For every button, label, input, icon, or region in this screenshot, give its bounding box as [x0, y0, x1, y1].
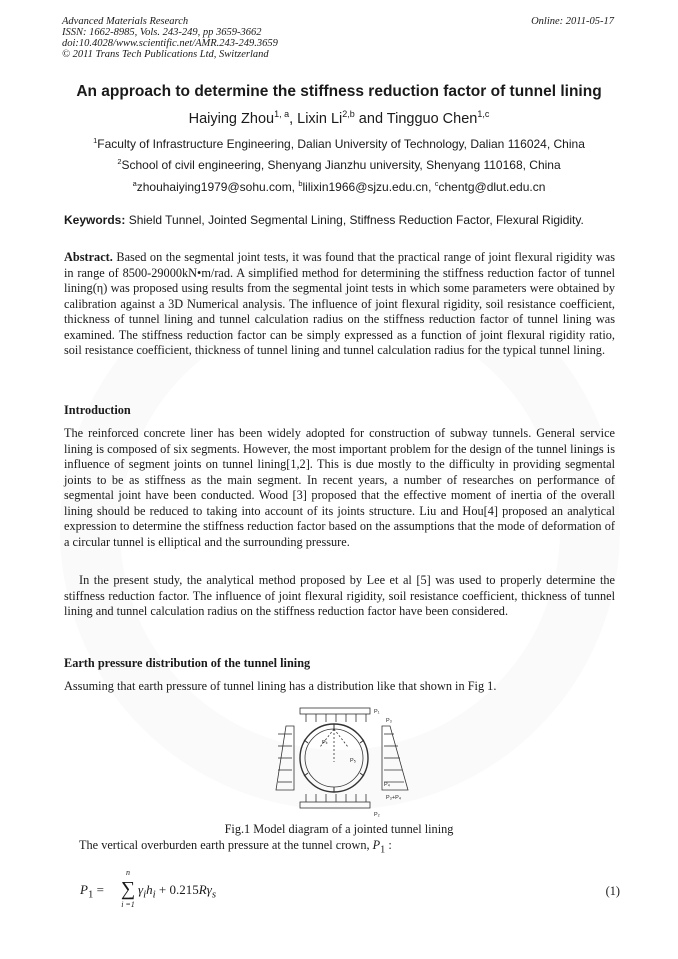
copyright-line: © 2011 Trans Tech Publications Ltd, Switzerland	[62, 49, 269, 60]
eq-R: R	[198, 882, 207, 897]
vertical-pressure-sentence	[79, 838, 392, 855]
keywords-label: Keywords:	[64, 213, 126, 227]
vertical-sub: 1	[380, 844, 386, 856]
eq-rest: + 0.215	[155, 882, 199, 897]
label-p5: P₅	[350, 758, 356, 764]
section-heading-earth-pressure: Earth pressure distribution of the tunnel lining	[64, 656, 311, 670]
earth-pressure-paragraph: Assuming that earth pressure of tunnel lining has a distribution like that shown in Fig 1.	[64, 679, 497, 693]
affiliation-1	[0, 137, 678, 151]
equation-1	[80, 868, 620, 912]
email-sup: c	[434, 179, 439, 188]
author-name: Haiying Zhou	[188, 111, 275, 127]
author-sup: 2,b	[342, 109, 355, 120]
author-separator: and	[354, 111, 387, 127]
affiliation-sup: 1	[93, 136, 98, 145]
author-name: Tingguo Chen	[386, 111, 478, 127]
eq-lhs: P	[80, 882, 88, 897]
eq-h: h	[146, 882, 153, 897]
author-sup: 1, a	[274, 109, 290, 120]
affiliation-2	[0, 158, 678, 172]
doi-line: doi:10.4028/www.scientific.net/AMR.243-249.3659	[62, 38, 278, 49]
equation-number: (1)	[605, 884, 620, 898]
top-load-block	[300, 708, 370, 714]
email-link[interactable]: zhouhaiying1979@sohu.com,	[136, 180, 299, 194]
label-p3: P₃	[386, 718, 392, 724]
label-p4: P₄	[384, 782, 390, 788]
author-name: Lixin Li	[297, 111, 343, 127]
eq-h-sub: i	[152, 888, 156, 901]
eq-sum-bottom: i =1	[121, 900, 135, 909]
introduction-paragraph-1: The reinforced concrete liner has been widely adopted for construction of subway tunnels. General service lining is composed of six segments. However, the most important problem for the design of the tunnel linings is influence of segment joints on tunnel lining[1,2]. This is due mostly to the difficulty in providing segmental joints to be as stiffness as the main segment. In recent years, a number of researches on performance of segmental joint have been conducted. Wood [3] proposed that the effective moment of inertia of the overall lining should be reduced to taking into account of its joints structure. Liu and Hou[4] proposed an analytical expression to determine the stiffness reduction factor based on the assumptions that the mode of deformation of a circular tunnel is elliptical and the surrounding pressure.	[64, 426, 615, 549]
left-load-lines	[278, 734, 292, 782]
author-list	[0, 111, 678, 127]
eq-sum-sign: ∑	[120, 878, 136, 900]
paper-title: An approach to determine the stiffness reduction factor of tunnel lining	[76, 83, 602, 100]
bottom-load-arrows	[306, 794, 366, 802]
keywords	[64, 213, 616, 227]
eq-gamma-sub: i	[143, 888, 147, 901]
eq-gamma: γ	[138, 882, 144, 897]
author-sup: 1,c	[477, 109, 490, 120]
email-list	[0, 180, 678, 194]
label-p34: P₃+P₄	[386, 795, 402, 801]
issn-line: ISSN: 1662-8985, Vols. 243-249, pp 3659-3662	[62, 27, 262, 38]
label-p1: P₁	[374, 709, 380, 715]
affiliation-text: School of civil engineering, Shenyang Jianzhu university, Shenyang 110168, China	[121, 158, 561, 172]
tunnel-lining-diagram	[262, 702, 422, 822]
online-date: Online: 2011-05-17	[531, 16, 614, 27]
eq-sum-top: n	[126, 868, 130, 877]
eq-gamma2: γ	[206, 882, 212, 897]
eq-lhs-sub: 1	[87, 888, 94, 901]
vertical-symbol: P	[372, 838, 381, 852]
email-sup: b	[298, 179, 303, 188]
email-link[interactable]: chentg@dlut.edu.cn	[438, 180, 546, 194]
eq-equals: =	[93, 882, 104, 897]
vertical-text: The vertical overburden earth pressure at the tunnel crown,	[79, 838, 373, 852]
label-p2: P₂	[374, 812, 380, 818]
eq-gamma2-sub: s	[211, 888, 217, 901]
keywords-text: Shield Tunnel, Jointed Segmental Lining, Stiffness Reduction Factor, Flexural Rigidity.	[125, 213, 584, 227]
email-link[interactable]: lilixin1966@sjzu.edu.cn,	[302, 180, 435, 194]
email-sup: a	[132, 179, 137, 188]
author-separator: ,	[289, 111, 298, 127]
journal-name: Advanced Materials Research	[62, 16, 189, 27]
affiliation-text: Faculty of Infrastructure Engineering, Dalian University of Technology, Dalian 116024, China	[97, 137, 585, 151]
introduction-paragraph-2: In the present study, the analytical method proposed by Lee et al [5] was used to properly determine the stiffness reduction factor. The influence of joint flexural rigidity, soil resistance coefficient, thickness of tunnel lining and tunnel calculation radius on the stiffness reduction factor have been considered.	[64, 573, 615, 618]
section-heading-introduction: Introduction	[64, 403, 131, 417]
top-load-arrows	[306, 714, 366, 722]
abstract	[64, 250, 615, 359]
vertical-colon: :	[385, 838, 392, 852]
bottom-load-block	[300, 802, 370, 808]
journal-header	[62, 16, 278, 60]
abstract-label: Abstract.	[64, 250, 113, 264]
abstract-text: Based on the segmental joint tests, it was found that the practical range of joint flexural rigidity was in range of 8500-29000kN•m/rad. A simplified method for determining the stiffness reduction factor of tunnel lining(η) was proposed using results from the segmental joint tests in which some parameters were obtained by calibration against a 3D Numerical analysis. The influence of joint flexural rigidity, soil resistance coefficient, thickness of tunnel lining and tunnel calculation radius on the stiffness reduction factor of tunnel lining was examined. The stiffness reduction factor can be simply expressed as a function of joint flexural rigidity ratio, soil resistance coefficient, thickness of tunnel lining and tunnel calculation radius for the typical tunnel lining.	[64, 250, 615, 357]
figure-caption: Fig.1 Model diagram of a jointed tunnel lining	[224, 822, 454, 836]
affiliation-sup: 2	[117, 157, 122, 166]
label-pk: Pₖ	[322, 740, 329, 746]
